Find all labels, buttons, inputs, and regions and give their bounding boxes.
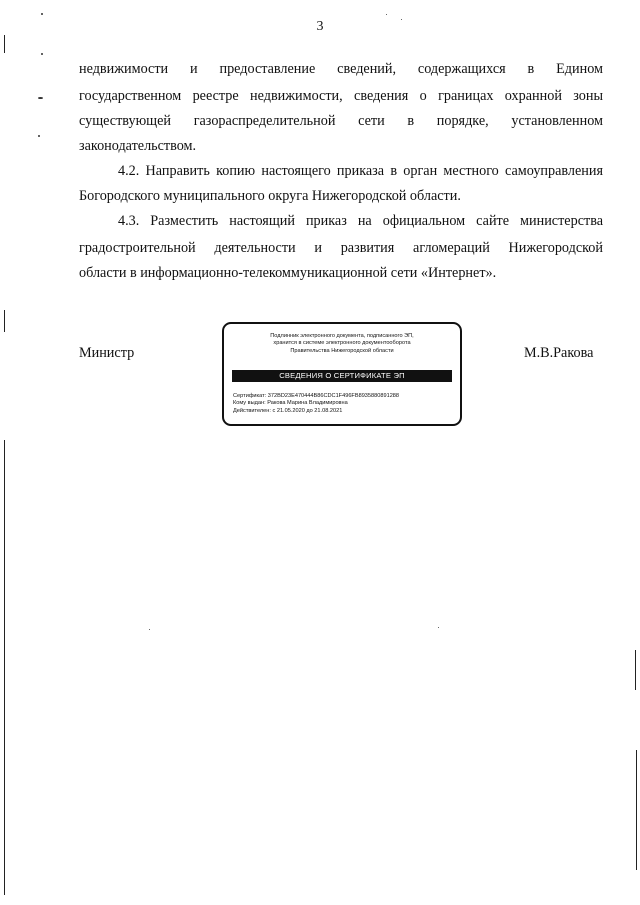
scan-dot bbox=[38, 135, 40, 137]
certificate-number: Сертификат: 372BD23E470444B86CDC1F496FB8935880891288 bbox=[233, 393, 400, 399]
scan-dot bbox=[386, 14, 387, 15]
scan-mark bbox=[4, 35, 5, 53]
stamp-note-line: Подлинник электронного документа, подписанного ЭП, bbox=[270, 333, 414, 339]
signer-title: Министр bbox=[79, 345, 135, 361]
stamp-details bbox=[233, 393, 454, 415]
stamp-note-line: хранится в системе электронного документооборота bbox=[273, 340, 411, 347]
text-line: 4.3. Разместить настоящий приказ на официальном сайте министерства bbox=[118, 213, 603, 229]
scan-mark bbox=[635, 650, 636, 690]
text-line: законодательством. bbox=[79, 138, 197, 154]
scan-dot bbox=[41, 53, 43, 55]
scan-dot bbox=[38, 97, 43, 99]
stamp-note bbox=[232, 333, 452, 355]
stamp-note-line: Правительства Нижегородской области bbox=[290, 347, 394, 354]
certificate-validity: Действителен: с 21.05.2020 до 21.08.2021 bbox=[233, 407, 343, 414]
electronic-signature-stamp bbox=[222, 322, 462, 426]
scan-dot bbox=[41, 13, 43, 15]
scan-dot bbox=[401, 19, 402, 20]
text-line: градостроительной деятельности и развития агломераций Нижегородской bbox=[79, 240, 603, 256]
scan-mark bbox=[4, 440, 5, 895]
signer-name: М.В.Ракова bbox=[524, 345, 594, 361]
text-line: недвижимости и предоставление сведений, содержащихся в Едином bbox=[79, 61, 603, 77]
scan-mark bbox=[636, 750, 637, 870]
text-line: 4.2. Направить копию настоящего приказа в орган местного самоуправления bbox=[118, 163, 603, 179]
text-line: области в информационно-телекоммуникационной сети «Интернет». bbox=[79, 265, 497, 281]
text-line: Богородского муниципального округа Нижегородской области. bbox=[79, 188, 461, 204]
certificate-owner: Кому выдан: Ракова Марина Владимировна bbox=[233, 400, 348, 407]
scan-mark bbox=[4, 310, 5, 332]
scan-dot bbox=[149, 629, 150, 630]
text-line: существующей газораспределительной сети в порядке, установленном bbox=[79, 113, 603, 129]
text-line: государственном реестре недвижимости, сведения о границах охранной зоны bbox=[79, 88, 603, 104]
stamp-band: СВЕДЕНИЯ О СЕРТИФИКАТЕ ЭП bbox=[232, 370, 452, 382]
page-number: 3 bbox=[316, 19, 324, 34]
scan-dot bbox=[438, 627, 439, 628]
